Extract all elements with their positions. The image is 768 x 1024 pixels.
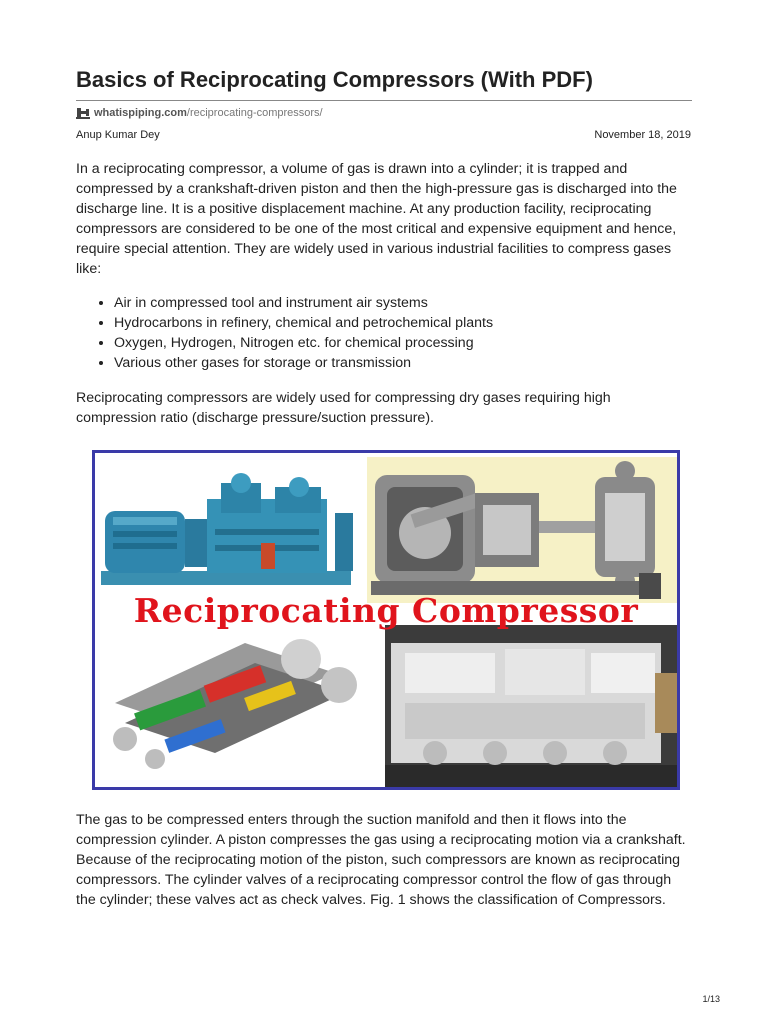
list-item: • Hydrocarbons in refinery, chemical and petrochemical plants	[114, 313, 730, 333]
cutaway-compressor-image	[367, 457, 677, 603]
list-item: • Various other gases for storage or transmission	[114, 353, 730, 373]
pipe-logo-icon	[76, 106, 90, 119]
gas-list	[76, 293, 730, 373]
page-number: 1/13	[702, 994, 720, 1004]
list-item: • Oxygen, Hydrogen, Nitrogen etc. for chemical processing	[114, 333, 730, 353]
author-name: Anup Kumar Dey	[76, 129, 160, 141]
source-path[interactable]: /reciprocating-compressors/	[186, 106, 323, 119]
intro-paragraph: In a reciprocating compressor, a volume of gas is drawn into a cylinder; it is trapped and compressed by a crankshaft-driven piston and then the high-pressure gas is discharged into the discharge line. It is a positive displacement machine. At any production facility, reciprocating compressors are considered to be one of the most critical and expensive equipment and hence, require special attention. They are widely used in various industrial facilities to compress gases like:	[76, 161, 677, 277]
source-link[interactable]	[76, 106, 323, 119]
industrial-compressor-photo	[385, 625, 677, 787]
compressor-figure	[92, 450, 680, 790]
title-divider	[76, 100, 692, 101]
figure-label: Reciprocating Compressor	[133, 591, 639, 630]
list-item: • Air in compressed tool and instrument air systems	[114, 293, 730, 313]
source-domain[interactable]: whatispiping.com	[94, 106, 187, 119]
usage-paragraph: Reciprocating compressors are widely used for compressing dry gases requiring high compression ratio (discharge pressure/suction pressure).	[76, 390, 611, 426]
operation-paragraph: The gas to be compressed enters through the suction manifold and then it flows into the compression cylinder. A piston compresses the gas using a reciprocating motion via a crankshaft. Because of the reciprocating motion of the piston, such compressors are known as reciprocating compressors. The cylinder valves of a reciprocating compressor control the flow of gas through the cylinder; these valves act as check valves. Fig. 1 shows the classification of Compressors.	[76, 812, 686, 908]
multi-throw-compressor-image	[95, 629, 383, 787]
blue-compressor-image	[95, 453, 367, 603]
publish-date: November 18, 2019	[594, 129, 691, 141]
article-title: Basics of Reciprocating Compressors (With PDF)	[76, 67, 593, 92]
